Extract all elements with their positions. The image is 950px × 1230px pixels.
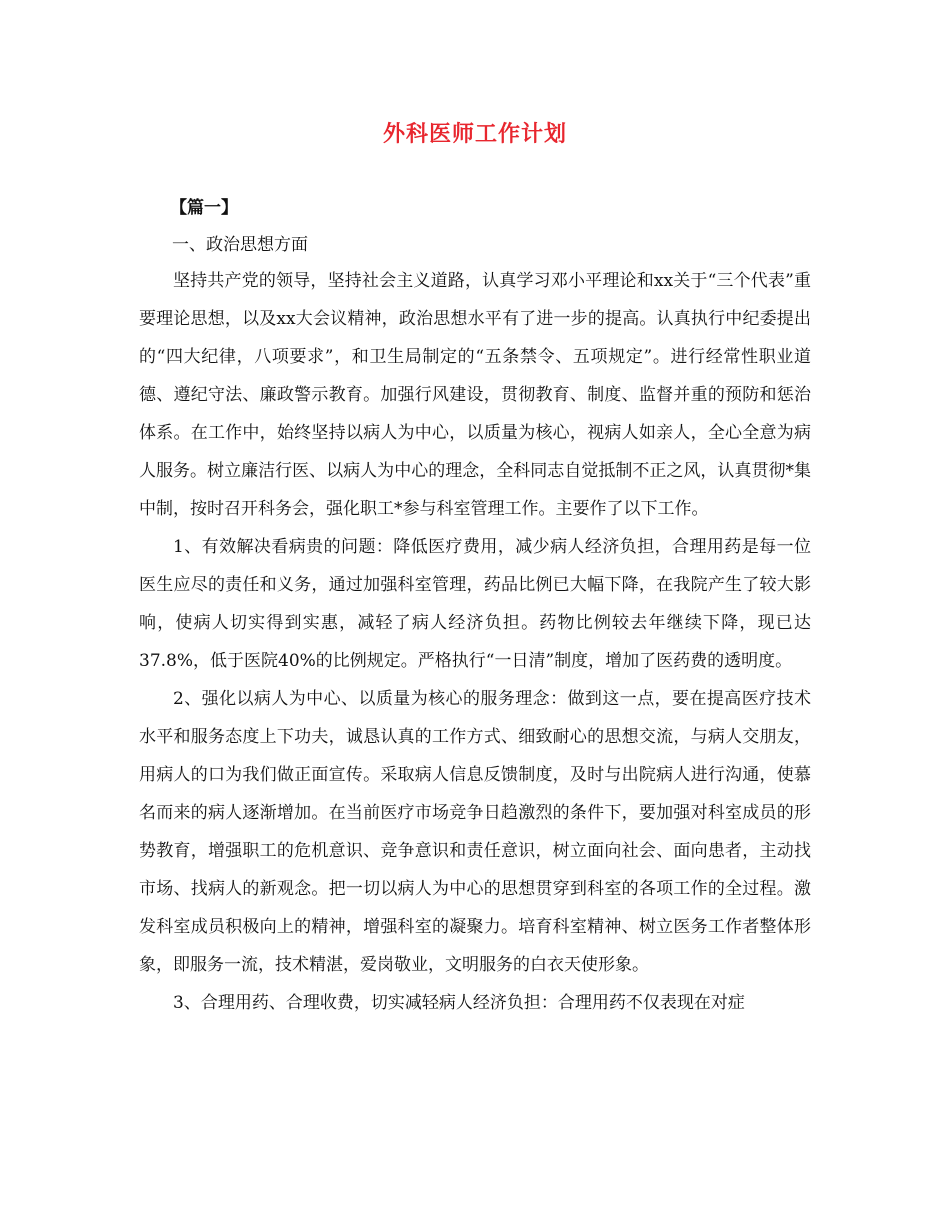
- paragraph: 坚持共产党的领导，坚持社会主义道路，认真学习邓小平理论和xx关于“三个代表”重要理论思想，以及xx大会议精神，政治思想水平有了进一步的提高。认真执行中纪委提出的“四大纪律，八项要求”，和卫生局制定的“五条禁令、五项规定”。进行经常性职业道德、遵纪守法、廉政警示教育。加强行风建设，贯彻教育、制度、监督并重的预防和惩治体系。在工作中，始终坚持以病人为中心，以质量为核心，视病人如亲人，全心全意为病人服务。树立廉洁行医、以病人为中心的理念，全科同志自觉抵制不正之风，认真贯彻*集中制，按时召开科务会，强化职工*参与科室管理工作。主要作了以下工作。: [139, 271, 811, 519]
- paragraph: 2、强化以病人为中心、以质量为核心的服务理念：做到这一点，要在提高医疗技术水平和服务态度上下功夫，诚恳认真的工作方式、细致耐心的思想交流，与病人交朋友，用病人的口为我们做正面宣传。采取病人信息反馈制度，及时与出院病人进行沟通，使慕名而来的病人逐渐增加。在当前医疗市场竞争日趋激烈的条件下，要加强对科室成员的形势教育，增强职工的危机意识、竞争意识和责任意识，树立面向社会、面向患者，主动找市场、找病人的新观念。把一切以病人为中心的思想贯穿到科室的各项工作的全过程。激发科室成员积极向上的精神，增强科室的凝聚力。培育科室精神、树立医务工作者整体形象，即服务一流，技术精湛，爱岗敬业，文明服务的白衣天使形象。: [139, 689, 811, 975]
- paragraph: 3、合理用药、合理收费，切实减轻病人经济负担：合理用药不仅表现在对症: [173, 993, 745, 1013]
- section-tag: 【篇一】: [170, 198, 238, 218]
- document-title: 外科医师工作计划: [382, 121, 567, 147]
- section-heading: 一、政治思想方面: [172, 235, 308, 255]
- paragraph: 1、有效解决看病贵的问题：降低医疗费用，减少病人经济负担，合理用药是每一位医生应尽的责任和义务，通过加强科室管理，药品比例已大幅下降，在我院产生了较大影响，使病人切实得到实惠，减轻了病人经济负担。药物比例较去年继续下降，现已达37.8%，低于医院40%的比例规定。严格执行“一日清”制度，增加了医药费的透明度。: [139, 537, 811, 671]
- document-body: [139, 262, 811, 1022]
